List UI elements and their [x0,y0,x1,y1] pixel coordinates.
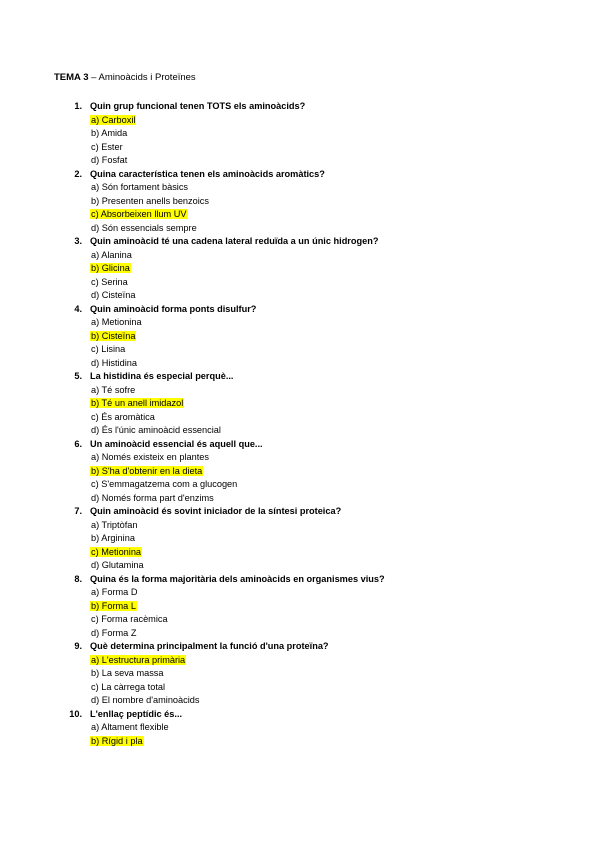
answer-option-text: b) La seva massa [91,668,164,678]
question-number: 9. [74,641,82,651]
answer-option [0,519,600,533]
answer-option-text: a) Carboxil [91,114,136,125]
answer-option-text: b) Cisteïna [91,330,136,341]
question-text: Quin aminoàcid té una cadena lateral reduïda a un únic hidrogen? [90,236,379,246]
answer-option-text: c) Forma racèmica [91,614,168,624]
answer-option [0,141,600,155]
answer-option [0,492,600,506]
answer-option-text: d) Són essencials sempre [91,222,197,233]
answer-option-text: b) Té un anell imidazol [91,398,184,408]
question-line [0,235,600,249]
answer-option-highlighted [0,114,600,128]
answer-option [0,681,600,695]
answer-option-text: a) Altament flexible [91,722,169,732]
answer-option [0,195,600,209]
answer-option [0,127,600,141]
answer-option-highlighted [0,397,600,411]
question-line [0,640,600,654]
question-number: 4. [74,303,82,314]
answer-option-text: a) L'estructura primària [91,654,186,665]
question-number: 8. [74,573,82,584]
answer-option [0,411,600,425]
answer-option-text: d) Histidina [91,357,137,368]
answer-option [0,613,600,627]
question-number: 6. [74,438,82,449]
answer-option [0,532,600,546]
question-item [0,505,600,573]
answer-option-highlighted [0,735,600,749]
question-item [0,235,600,303]
answer-option-text: b) Presenten anells benzoics [91,195,209,206]
title-rest: – Aminoàcids i Proteïnes [88,72,196,83]
answer-option-text: a) Alanina [91,249,132,260]
answer-option [0,559,600,573]
answer-option-text: c) S'emmagatzema com a glucogen [91,479,238,489]
answer-option-highlighted [0,546,600,560]
answer-option [0,343,600,357]
question-line [0,573,600,587]
question-text: Què determina principalment la funció d'una proteïna? [90,641,329,651]
question-number: 5. [74,371,82,381]
answer-option-highlighted [0,262,600,276]
answer-option [0,627,600,641]
question-line [0,708,600,722]
answer-option-text: c) Metionina [91,546,142,557]
question-item [0,370,600,438]
answer-option-text: c) És aromàtica [91,411,155,422]
question-text: La histidina és especial perquè... [90,371,234,381]
answer-option [0,694,600,708]
question-number: 10. [69,708,82,719]
question-text: Quin aminoàcid és sovint iniciador de la síntesi proteica? [90,506,342,516]
question-item [0,640,600,708]
answer-option-text: b) Glicina [91,263,130,273]
answer-option [0,222,600,236]
document-title [54,72,196,83]
question-line [0,303,600,317]
question-line [0,168,600,182]
answer-option-text: d) Fosfat [91,155,128,165]
answer-option-text: b) Forma L [91,600,136,611]
answer-option-highlighted [0,465,600,479]
answer-option-text: b) S'ha d'obtenir en la dieta [91,465,203,476]
answer-option [0,357,600,371]
answer-option [0,384,600,398]
answer-option-text: a) Forma D [91,587,138,597]
question-text: Quin aminoàcid forma ponts disulfur? [90,303,257,314]
question-list [0,100,600,748]
answer-option [0,181,600,195]
question-item [0,438,600,506]
answer-option-text: d) El nombre d'aminoàcids [91,695,200,705]
answer-option [0,249,600,263]
answer-option-text: c) La càrrega total [91,681,166,692]
question-item [0,100,600,168]
question-line [0,505,600,519]
answer-option [0,424,600,438]
answer-option [0,586,600,600]
answer-option-text: c) Ester [91,141,123,152]
question-text: L'enllaç peptídic és... [90,708,183,719]
question-line [0,100,600,114]
answer-option-text: d) És l'únic aminoàcid essencial [91,425,221,435]
answer-option-highlighted [0,208,600,222]
answer-option-text: d) Forma Z [91,627,137,638]
question-text: Quina és la forma majoritària dels aminoàcids en organismes vius? [90,573,385,584]
answer-option-text: d) Només forma part d'enzims [91,492,214,503]
answer-option-text: a) Té sofre [91,384,136,395]
question-text: Quin grup funcional tenen TOTS els aminoàcids? [90,101,306,111]
answer-option [0,478,600,492]
question-number: 2. [74,168,82,179]
question-line [0,438,600,452]
answer-option-highlighted [0,654,600,668]
question-item [0,573,600,641]
question-number: 7. [74,506,82,516]
answer-option-text: c) Serina [91,276,128,287]
answer-option [0,451,600,465]
answer-option-highlighted [0,330,600,344]
answer-option-text: b) Arginina [91,533,135,543]
question-number: 3. [74,236,82,246]
title-bold: TEMA 3 [54,72,89,83]
question-number: 1. [74,101,82,111]
answer-option-text: a) Triptòfan [91,519,138,530]
answer-option [0,667,600,681]
answer-option-text: d) Cisteïna [91,290,136,300]
question-text: Quina característica tenen els aminoàcids aromàtics? [90,168,325,179]
answer-option [0,721,600,735]
answer-option-text: c) Absorbeixen llum UV [91,209,187,219]
question-item [0,168,600,236]
answer-option [0,276,600,290]
question-text: Un aminoàcid essencial és aquell que... [90,438,263,449]
answer-option-text: b) Rígid i pla [91,735,143,746]
answer-option-text: a) Només existeix en plantes [91,452,209,462]
question-item [0,303,600,371]
answer-option-text: c) Lisina [91,344,126,354]
question-line [0,370,600,384]
question-item [0,708,600,749]
answer-option-text: a) Són fortament bàsics [91,182,189,192]
answer-option [0,289,600,303]
answer-option-highlighted [0,600,600,614]
answer-option [0,154,600,168]
answer-option [0,316,600,330]
answer-option-text: d) Glutamina [91,560,144,570]
answer-option-text: a) Metionina [91,317,142,327]
answer-option-text: b) Amida [91,128,128,138]
